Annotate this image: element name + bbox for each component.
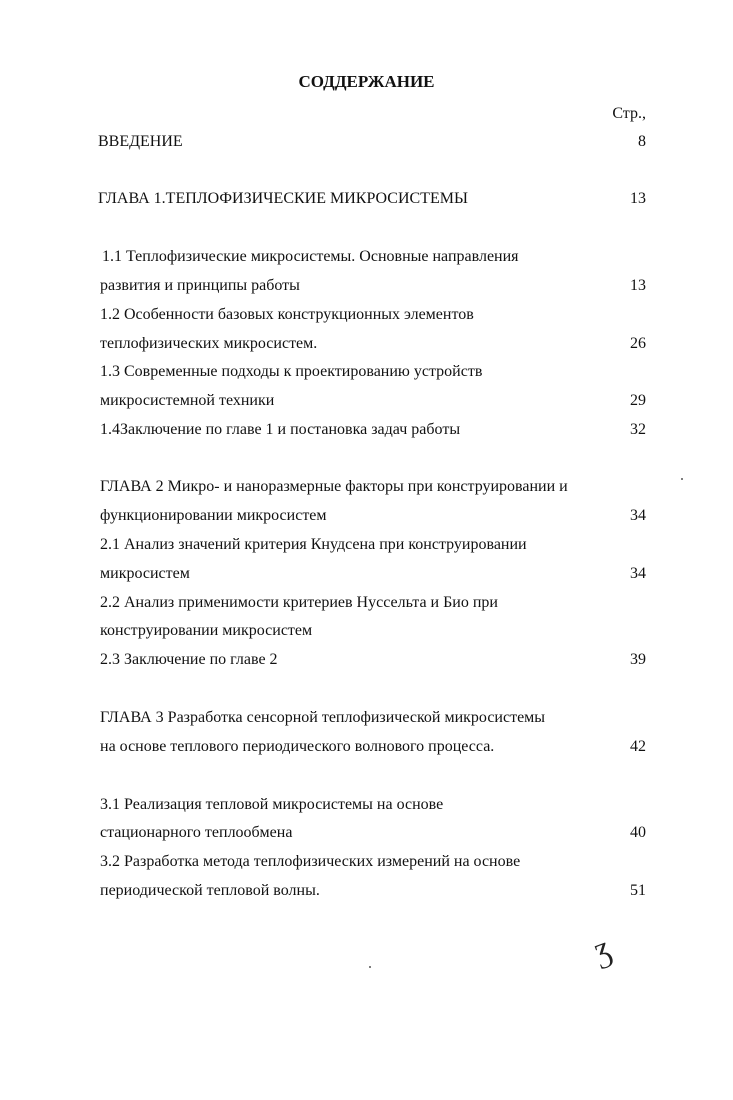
toc-entry-1-3-line1: 1.3 Современные подходы к проектированию устройств <box>100 363 483 380</box>
toc-page-1-4: 32 <box>630 421 646 438</box>
page-title: СОДДЕРЖАНИЕ <box>298 72 435 91</box>
scan-speck <box>369 966 371 968</box>
toc-entry-chapter-1: ГЛАВА 1.ТЕПЛОФИЗИЧЕСКИЕ МИКРОСИСТЕМЫ <box>98 190 468 207</box>
toc-entry-2-2-line1: 2.2 Анализ применимости критериев Нуссельта и Био при <box>100 594 498 611</box>
toc-page-intro: 8 <box>638 133 646 150</box>
toc-entry-3-1-line2: стационарного теплообмена <box>100 824 293 841</box>
toc-page-1-2: 26 <box>630 335 646 352</box>
toc-page-2-3: 39 <box>630 651 646 668</box>
toc-entry-1-4: 1.4Заключение по главе 1 и постановка задач работы <box>100 421 461 438</box>
toc-entry-1-3-line2: микросистемной техники <box>100 392 275 409</box>
toc-page-chapter-1: 13 <box>630 190 646 207</box>
toc-entry-chapter-2-line2: функционировании микросистем <box>100 507 327 524</box>
toc-entry-2-1-line2: микросистем <box>100 565 190 582</box>
toc-entry-3-1-line1: 3.1 Реализация тепловой микросистемы на основе <box>100 796 444 813</box>
toc-page-3-1: 40 <box>630 824 646 841</box>
toc-entry-chapter-3-line1: ГЛАВА 3 Разработка сенсорной теплофизической микросистемы <box>100 709 546 726</box>
toc-entry-2-1-line1: 2.1 Анализ значений критерия Кнудсена при конструировании <box>100 536 527 553</box>
toc-page-3-2: 51 <box>630 882 646 899</box>
toc-entry-1-2-line1: 1.2 Особенности базовых конструкционных элементов <box>100 306 474 323</box>
toc-entry-3-2-line2: периодической тепловой волны. <box>100 882 320 899</box>
toc-entry-2-2-line2: конструировании микросистем <box>100 622 313 639</box>
page-column-label: Стр., <box>612 105 646 122</box>
toc-entry-1-1-line2: развития и принципы работы <box>100 277 300 294</box>
toc-page-chapter-3: 42 <box>630 738 646 755</box>
toc-entry-1-2-line2: теплофизических микросистем. <box>100 335 318 352</box>
toc-entry-2-3: 2.3 Заключение по главе 2 <box>100 651 278 668</box>
toc-page-chapter-2: 34 <box>630 507 646 524</box>
toc-page-1-1: 13 <box>630 277 646 294</box>
toc-entry-1-1-line1: 1.1 Теплофизические микросистемы. Основные направления <box>102 248 519 265</box>
toc-page-1-3: 29 <box>630 392 646 409</box>
handwritten-mark: Ʒ <box>590 936 616 971</box>
toc-entry-chapter-3-line2: на основе теплового периодического волнового процесса. <box>100 738 495 755</box>
toc-entry-3-2-line1: 3.2 Разработка метода теплофизических измерений на основе <box>100 853 521 870</box>
toc-entry-chapter-2-line1: ГЛАВА 2 Микро- и наноразмерные факторы при конструировании и <box>100 478 568 495</box>
toc-page-2-1: 34 <box>630 565 646 582</box>
scan-speck <box>681 478 683 480</box>
toc-entry-intro: ВВЕДЕНИЕ <box>98 133 183 150</box>
